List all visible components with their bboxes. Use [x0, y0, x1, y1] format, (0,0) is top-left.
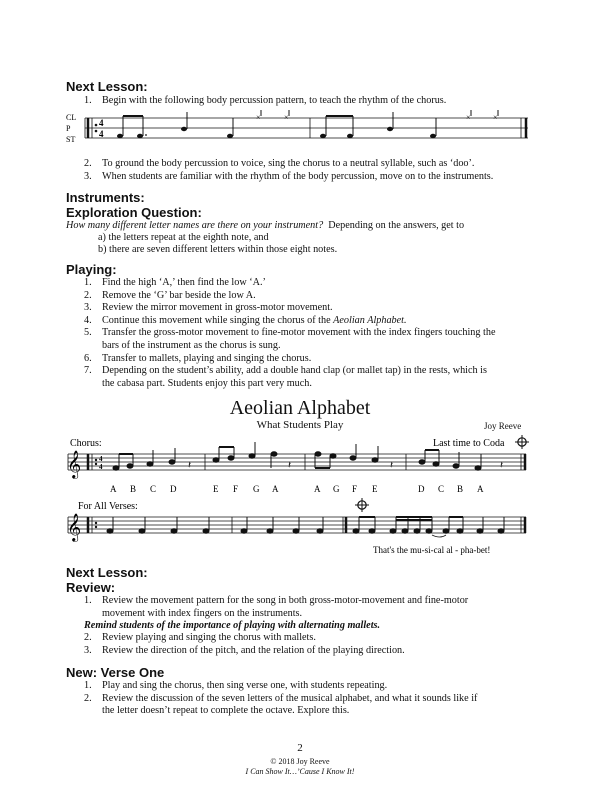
svg-text:D: D	[170, 484, 177, 494]
list-item: 1. Play and sing the chorus, then sing verse one, with students repeating.	[84, 680, 388, 691]
body-percussion-rhythm	[60, 110, 540, 148]
svg-text:𝄞: 𝄞	[67, 452, 82, 478]
svg-text:A: A	[314, 484, 321, 494]
svg-text:F: F	[352, 484, 358, 494]
svg-text:E: E	[372, 484, 378, 494]
svg-text:D: D	[418, 484, 425, 494]
list-item: 2. Review playing and singing the chorus with mallets.	[84, 632, 316, 643]
svg-text:C: C	[150, 484, 157, 494]
book-title: I Can Show It…’Cause I Know It!	[245, 767, 355, 776]
list-item: 1. Review the movement pattern for the song in both gross-motor-movement and fine-motor movement with index fingers on the instruments.	[84, 595, 469, 619]
page-number: 2	[297, 742, 303, 754]
question-followup: Depending on the answers, get to	[328, 220, 465, 231]
review-list	[84, 595, 584, 620]
list-item: 2. Review the discussion of the seven letters of the musical alphabet, and what it sounds like if the letter doesn’t repeat to complete the octave. Explore this.	[84, 692, 478, 717]
answer-b: b) there are seven different letters within those eight notes.	[98, 244, 338, 255]
label-pat: P	[66, 124, 71, 133]
score-subtitle: What Students Play	[256, 419, 344, 431]
svg-text:𝄽: 𝄽	[390, 460, 394, 471]
list-item: 4. Continue this movement while singing the chorus of the Aeolian Alphabet.	[84, 314, 407, 326]
svg-text:G: G	[253, 484, 260, 494]
list-item: 1. Begin with the following body percussion pattern, to teach the rhythm of the chorus.	[84, 95, 447, 106]
list-item: 5. Transfer the gross-motor movement to fine-motor movement with the index fingers touching the bars of the instrument as the chorus is sung.	[84, 327, 496, 351]
review-list-continued	[84, 632, 584, 657]
playing-list	[84, 277, 584, 390]
next-lesson-list-continued	[84, 158, 584, 183]
svg-text:G: G	[333, 484, 340, 494]
verse-staff	[60, 497, 540, 559]
svg-text:E: E	[213, 484, 219, 494]
list-item: 3. Review the direction of the pitch, and the relation of the playing direction.	[84, 644, 405, 656]
next-lesson-list	[84, 95, 584, 108]
composer: Joy Reeve	[484, 421, 522, 431]
section-heading-next-lesson-2: Next Lesson:	[66, 565, 148, 580]
svg-text:4: 4	[99, 129, 104, 139]
svg-text:×: ×	[493, 113, 498, 122]
svg-text:F: F	[233, 484, 239, 494]
new-verse-list	[84, 680, 584, 718]
svg-text:A: A	[272, 484, 279, 494]
svg-text:4: 4	[99, 118, 104, 128]
svg-text:C: C	[438, 484, 445, 494]
svg-text:4: 4	[99, 455, 103, 463]
answer-a: a) the letters repeat at the eighth note, and	[98, 232, 269, 243]
list-item: 2. To ground the body percussion to voice, sing the chorus to a neutral syllable, such as ‘doo’.	[84, 158, 475, 169]
question-italic: How many different letter names are there on your instrument?	[66, 220, 324, 231]
coda-text: Last time to Coda	[433, 438, 505, 449]
verse-label: For All Verses:	[78, 501, 138, 512]
svg-text:×: ×	[256, 113, 261, 122]
svg-text:B: B	[457, 484, 464, 494]
chorus-staff	[60, 434, 540, 496]
reminder-text: Remind students of the importance of playing with alternating mallets.	[84, 620, 381, 631]
note-letters	[110, 484, 484, 494]
svg-text:𝄽: 𝄽	[288, 460, 292, 471]
subheading-exploration-question: Exploration Question:	[66, 205, 202, 220]
section-heading-next-lesson: Next Lesson:	[66, 79, 148, 94]
svg-text:𝄞: 𝄞	[67, 515, 82, 541]
label-clap: CL	[66, 113, 77, 122]
svg-text:B: B	[130, 484, 137, 494]
svg-text:A: A	[477, 484, 484, 494]
svg-text:4: 4	[99, 463, 103, 471]
svg-text:𝄽: 𝄽	[500, 460, 504, 471]
score-title: Aeolian Alphabet	[229, 397, 371, 419]
exploration-question-text	[66, 220, 586, 233]
label-stamp: ST	[66, 135, 76, 144]
list-item: 1. Find the high ‘A,’ then find the low ‘A.’	[84, 277, 266, 288]
list-item: 7. Depending on the student’s ability, add a double hand clap (or mallet tap) in the rests, which is the cabasa part. Students enjoy this part very much.	[84, 365, 487, 389]
svg-text:𝄽: 𝄽	[188, 460, 192, 471]
list-item: 2. Remove the ‘G’ bar beside the low A.	[84, 289, 256, 301]
copyright: © 2018 Joy Reeve	[270, 757, 330, 766]
list-item: 6. Transfer to mallets, playing and singing the chorus.	[84, 352, 312, 364]
section-heading-instruments: Instruments:	[66, 190, 145, 205]
list-item: 3. When students are familiar with the rhythm of the body percussion, move on to the instruments.	[84, 170, 494, 182]
lyrics: That's the mu-si-cal al - pha-bet!	[373, 545, 491, 555]
svg-text:×: ×	[466, 113, 471, 122]
svg-text:×: ×	[284, 113, 289, 122]
chorus-label: Chorus:	[70, 438, 102, 449]
subheading-review: Review:	[66, 580, 116, 595]
list-item: 3. Review the mirror movement in gross-motor movement.	[84, 302, 333, 314]
subheading-new-verse-one: New: Verse One	[66, 665, 165, 680]
section-heading-playing: Playing:	[66, 262, 117, 277]
svg-text:A: A	[110, 484, 117, 494]
